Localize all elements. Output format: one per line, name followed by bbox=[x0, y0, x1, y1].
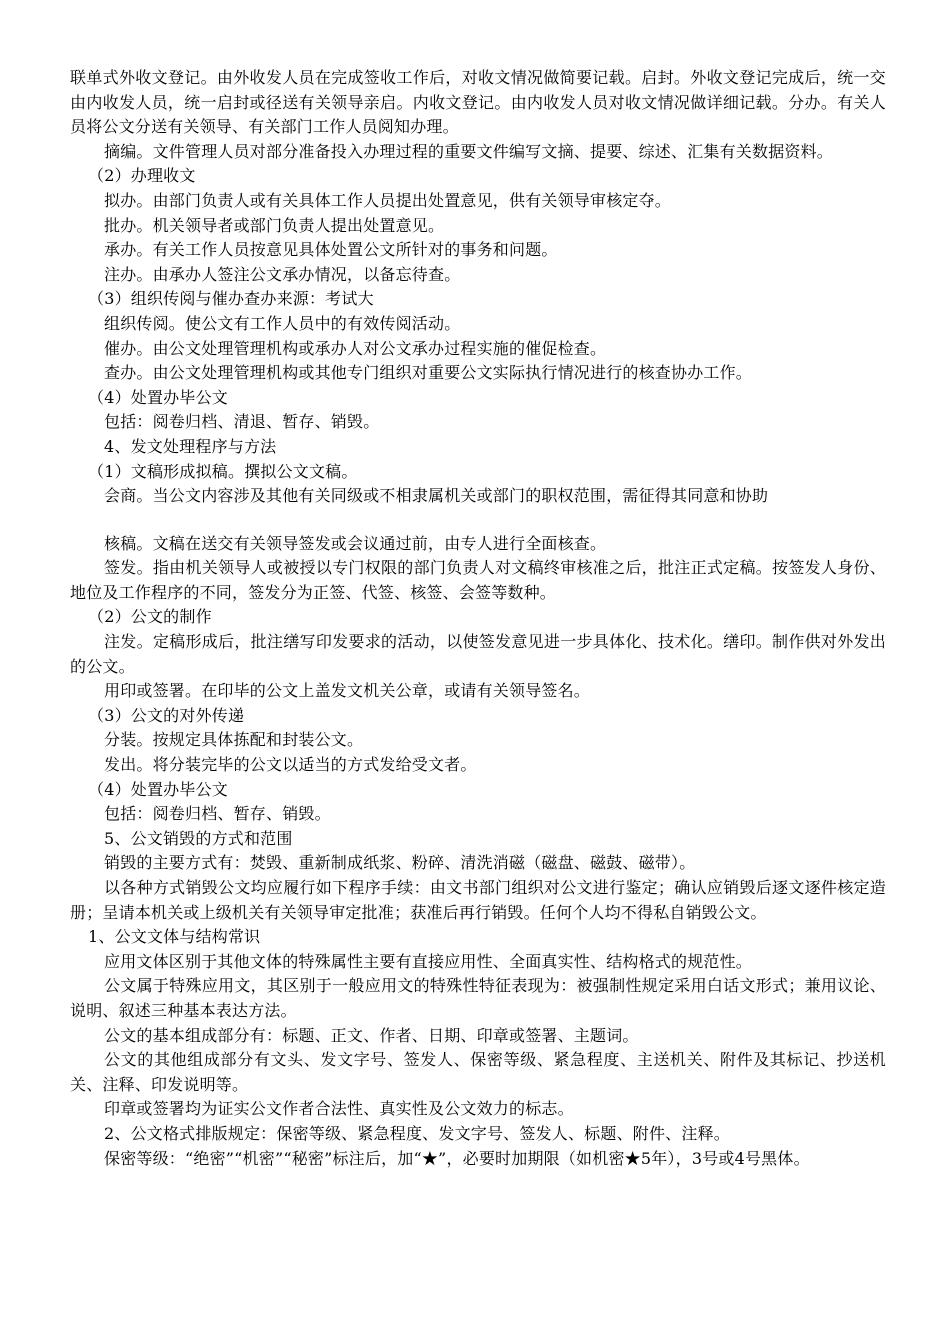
paragraph: 销毁的主要方式有：焚毁、重新制成纸浆、粉碎、清洗消磁（磁盘、磁鼓、磁带）。 bbox=[104, 853, 696, 873]
paragraph: 签发。指由机关领导人或被授以专门权限的部门负责人对文稿终审核准之后，批注正式定稿。按签发人身份、地位及工作程序的不同，签发分为正签、代签、核签、会签等数种。 bbox=[70, 558, 886, 602]
paragraph: 拟办。由部门负责人或有关具体工作人员提出处置意见，供有关领导审核定夺。 bbox=[104, 190, 672, 210]
document-body bbox=[70, 66, 886, 1171]
paragraph: 发出。将分装完毕的公文以适当的方式发给受文者。 bbox=[104, 755, 477, 775]
paragraph: （4）处置办毕公文 bbox=[88, 779, 228, 799]
paragraph: 核稿。文稿在送交有关领导签发或会议通过前，由专人进行全面核查。 bbox=[104, 533, 607, 553]
paragraph-gap bbox=[70, 509, 886, 532]
paragraph: （2）办理收文 bbox=[88, 166, 196, 186]
paragraph: 5、公文销毁的方式和范围 bbox=[104, 828, 293, 848]
paragraph: 保密等级：“绝密”“机密”“秘密”标注后，加“★”，必要时加期限（如机密★5年），3号或4号黑体。 bbox=[104, 1148, 810, 1168]
paragraph: （2）公文的制作 bbox=[88, 607, 212, 627]
paragraph: 公文的基本组成部分有：标题、正文、作者、日期、印章或签署、主题词。 bbox=[104, 1025, 639, 1045]
paragraph: 2、公文格式排版规定：保密等级、紧急程度、发文字号、签发人、标题、附件、注释。 bbox=[104, 1123, 730, 1143]
paragraph: 包括：阅卷归档、清退、暂存、销毁。 bbox=[104, 412, 380, 432]
paragraph: 以各种方式销毁公文均应履行如下程序手续：由文书部门组织对公文进行鉴定；确认应销毁后逐文逐件核定造册；呈请本机关或上级机关有关领导审定批准；获准后再行销毁。任何个人均不得私自销毁公文。 bbox=[70, 878, 886, 922]
paragraph: 分装。按规定具体拣配和封装公文。 bbox=[104, 730, 364, 750]
paragraph: 注发。定稿形成后，批注缮写印发要求的活动，以使签发意见进一步具体化、技术化。缮印。制作供对外发出的公文。 bbox=[70, 632, 886, 676]
paragraph: 1、公文文体与结构常识 bbox=[88, 927, 261, 947]
paragraph: 联单式外收文登记。由外收发人员在完成签收工作后，对收文情况做简要记载。启封。外收文登记完成后，统一交由内收发人员，统一启封或径送有关领导亲启。内收文登记。由内收发人员对收文情况做详细记载。分办。有关人员将公文分送有关领导、有关部门工作人员阅知办理。 bbox=[70, 68, 886, 137]
paragraph: 催办。由公文处理管理机构或承办人对公文承办过程实施的催促检查。 bbox=[104, 338, 607, 358]
paragraph: （3）组织传阅与催办查办来源：考试大 bbox=[88, 289, 374, 309]
paragraph: 摘编。文件管理人员对部分准备投入办理过程的重要文件编写文摘、提要、综述、汇集有关数据资料。 bbox=[104, 141, 834, 161]
paragraph: 4、发文处理程序与方法 bbox=[104, 436, 277, 456]
paragraph: （1）文稿形成拟稿。撰拟公文文稿。 bbox=[88, 461, 358, 481]
paragraph: 查办。由公文处理管理机构或其他专门组织对重要公文实际执行情况进行的核查协办工作。 bbox=[104, 363, 753, 383]
paragraph: 承办。有关工作人员按意见具体处置公文所针对的事务和问题。 bbox=[104, 240, 558, 260]
paragraph: 印章或签署均为证实公文作者合法性、真实性及公文效力的标志。 bbox=[104, 1099, 574, 1119]
paragraph: 注办。由承办人签注公文承办情况，以备忘待查。 bbox=[104, 264, 461, 284]
paragraph: 应用文体区别于其他文体的特殊属性主要有直接应用性、全面真实性、结构格式的规范性。 bbox=[104, 951, 753, 971]
paragraph: （3）公文的对外传递 bbox=[88, 705, 245, 725]
paragraph: 用印或签署。在印毕的公文上盖发文机关公章，或请有关领导签名。 bbox=[104, 681, 591, 701]
paragraph: 会商。当公文内容涉及其他有关同级或不相隶属机关或部门的职权范围，需征得其同意和协助 bbox=[104, 486, 769, 506]
paragraph: 批办。机关领导者或部门负责人提出处置意见。 bbox=[104, 215, 445, 235]
paragraph: （4）处置办毕公文 bbox=[88, 387, 228, 407]
paragraph: 包括：阅卷归档、暂存、销毁。 bbox=[104, 804, 331, 824]
paragraph: 公文属于特殊应用文，其区别于一般应用文的特殊性特征表现为：被强制性规定采用白话文形式；兼用议论、说明、叙述三种基本表达方法。 bbox=[70, 976, 886, 1020]
paragraph: 组织传阅。使公文有工作人员中的有效传阅活动。 bbox=[104, 313, 461, 333]
paragraph: 公文的其他组成部分有文头、发文字号、签发人、保密等级、紧急程度、主送机关、附件及其标记、抄送机关、注释、印发说明等。 bbox=[70, 1050, 886, 1094]
